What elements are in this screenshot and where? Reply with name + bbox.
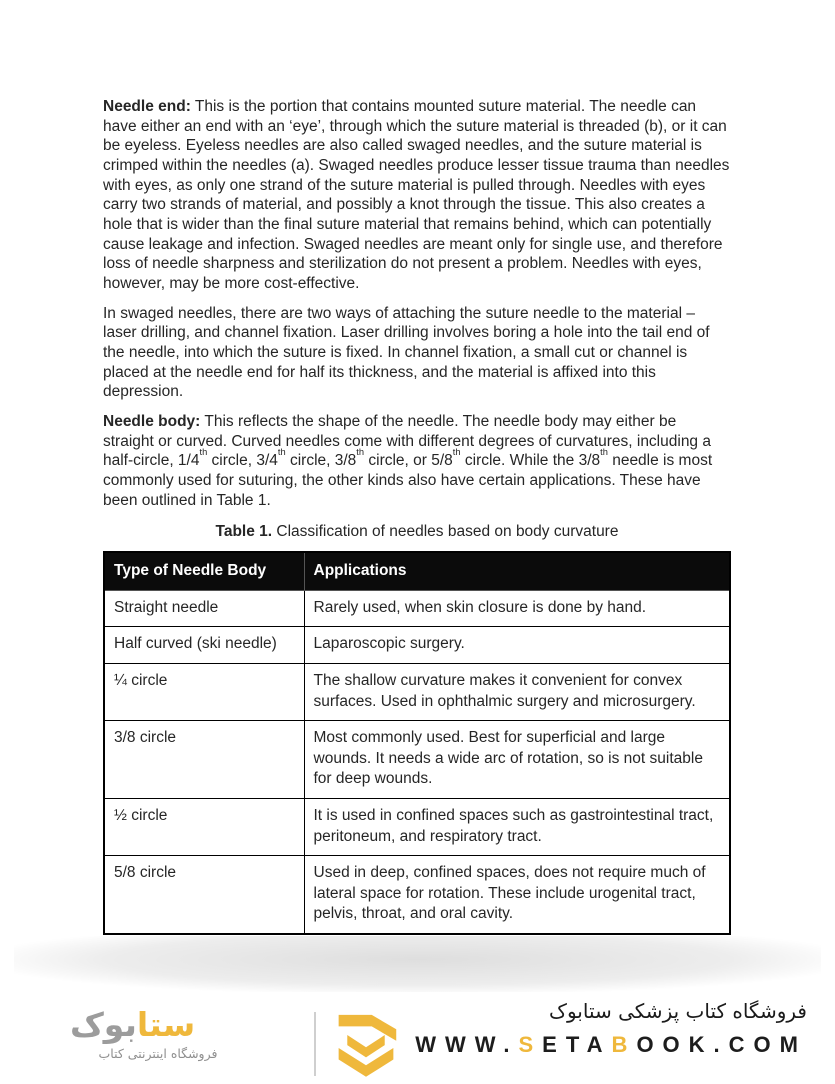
paragraph-needle-body: Needle body: This reflects the shape of the needle. The needle body may either be straight or curved. Curved needles come with different degrees of curvatures, including a half-circle, 1/4th circle, 3/4th circle, 3/8th circle, or 5/8th circle. While the 3/8th needle is most commonly used for suturing, the other kinds also have certain applications. These have been outlined in Table 1.	[103, 413, 713, 509]
table-header-applications: Applications	[304, 552, 730, 590]
store-title: فروشگاه کتاب پزشکی ستابوک	[549, 999, 807, 1023]
needle-type-cell: 3/8 circle	[104, 721, 304, 799]
table-row	[104, 627, 730, 664]
table-row	[104, 590, 730, 627]
table-row	[104, 798, 730, 855]
footer	[0, 998, 835, 1080]
setabook-wordmark: ستابوک	[70, 1005, 196, 1044]
needle-type-cell: ½ circle	[104, 798, 304, 855]
table-header-row	[104, 552, 730, 590]
logo-divider	[314, 1012, 316, 1076]
needle-type-cell: Half curved (ski needle)	[104, 627, 304, 664]
applications-cell: It is used in confined spaces such as gastrointestinal tract, peritoneum, and respiratory tract.	[304, 798, 730, 855]
applications-cell: Laparoscopic surgery.	[304, 627, 730, 664]
logo-tagline: فروشگاه اینترنتی کتاب	[98, 1045, 218, 1061]
applications-cell: Used in deep, confined spaces, does not require much of lateral space for rotation. These include urogenital tract, pelvis, throat, and oral cavity.	[304, 856, 730, 934]
needle-type-cell: Straight needle	[104, 590, 304, 627]
needle-classification-table	[103, 551, 731, 935]
needle-type-cell: 5/8 circle	[104, 856, 304, 934]
applications-cell: Rarely used, when skin closure is done by hand.	[304, 590, 730, 627]
setabook-emblem-icon	[326, 1012, 406, 1084]
page-body-text	[103, 97, 731, 935]
page-bottom-shadow	[14, 936, 821, 992]
table-row	[104, 663, 730, 720]
website-url: WWW.SETABOOK.COM	[415, 1032, 807, 1057]
table-row	[104, 721, 730, 799]
footer-right	[415, 998, 807, 1058]
table-caption: Table 1. Classification of needles based on body curvature	[215, 523, 619, 541]
setabook-logo	[70, 1005, 340, 1080]
paragraph-swaged-needles: In swaged needles, there are two ways of attaching the suture needle to the material – laser drilling, and channel fixation. Laser drilling involves boring a hole into the tail end of the needle, into which the suture is fixed. In channel fixation, a small cut or channel is placed at the needle end for half its thickness, and the material is affixed into this depression.	[103, 304, 710, 401]
paragraph-needle-end: Needle end: This is the portion that contains mounted suture material. The needle can have either an end with an ‘eye’, through which the suture material is threaded (b), or it can be eyeless. Eyeless needles are also called swaged needles, and the suture material is crimped within the needles (a). Swaged needles produce lesser tissue trauma than needles with eyes, as only one strand of the suture material is pulled through. Needles with eyes carry two strands of material, and possibly a knot through the tissue. This also creates a hole that is wider than the final suture material that remains behind, which can potentially cause leakage and infection. Swaged needles are meant only for single use, and therefore loss of needle sharpness and sterilization do not present a problem. Needles with eyes, however, may be more cost-effective.	[103, 98, 730, 293]
needle-type-cell: ¼ circle	[104, 663, 304, 720]
table-header-type: Type of Needle Body	[104, 552, 304, 590]
applications-cell: Most commonly used. Best for superficial and large wounds. It needs a wide arc of rotation, so is not suitable for deep wounds.	[304, 721, 730, 799]
applications-cell: The shallow curvature makes it convenient for convex surfaces. Used in ophthalmic surgery and microsurgery.	[304, 663, 730, 720]
table-row	[104, 856, 730, 934]
